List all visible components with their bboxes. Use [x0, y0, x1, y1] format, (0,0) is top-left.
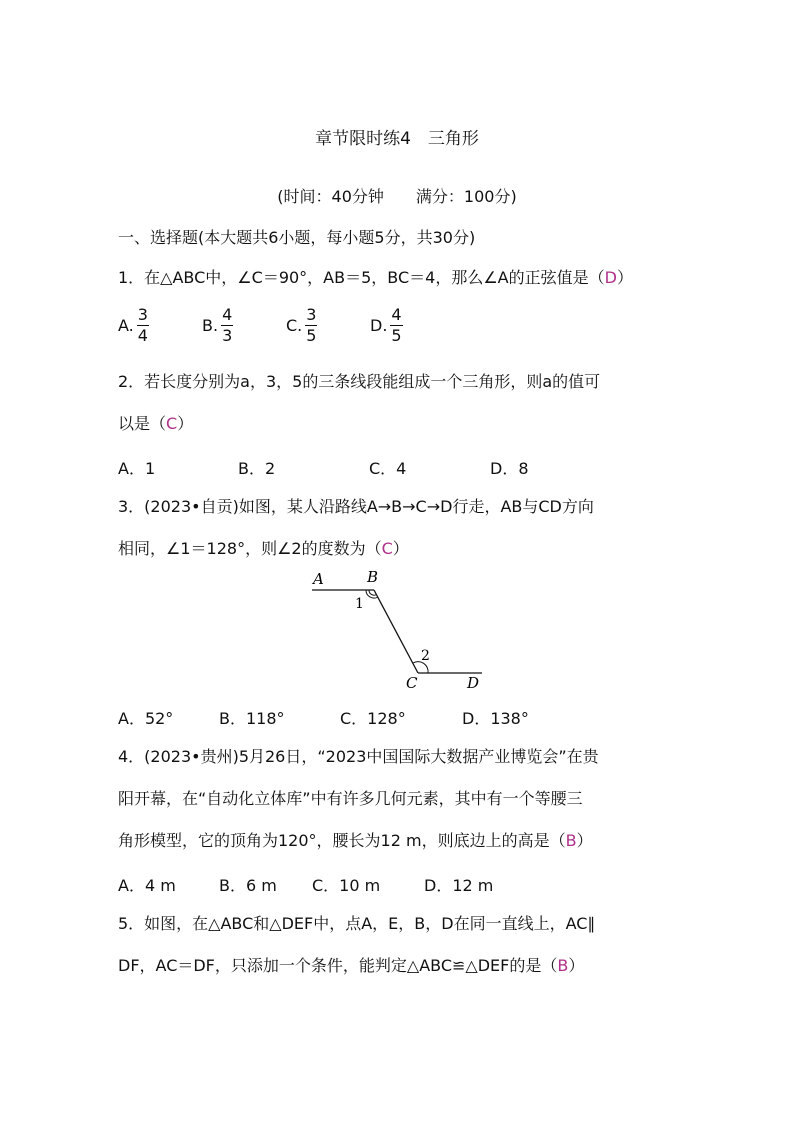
question-3-option-d: D．138° [462, 709, 529, 728]
question-5-line-1: 5．如图，在△ABC和△DEF中，点A，E，B，D在同一直线上，AC∥ [118, 914, 596, 933]
question-1-option-d: D. $\frac{4}{5}$ [370, 305, 402, 345]
question-2-line-1: 2．若长度分别为a，3，5的三条线段能组成一个三角形，则a的值可 [118, 372, 601, 391]
question-2-answer: C [166, 414, 178, 433]
question-2-option-d: D．8 [490, 459, 529, 478]
question-4-option-c: C．10 m [312, 876, 381, 895]
question-4-answer: B [565, 831, 577, 850]
question-3-option-c: C．128° [340, 709, 406, 728]
section-heading: 一、选择题(本大题共6小题，每小题5分，共30分) [118, 228, 476, 247]
question-2-line-2: 以是（C） [118, 414, 194, 433]
question-3-option-a: A．52° [118, 709, 174, 728]
question-1-option-b: B. $\frac{4}{3}$ [202, 305, 233, 345]
question-5-line-2: DF，AC＝DF，只添加一个条件，能判定△ABC≌△DEF的是（B） [118, 956, 585, 975]
label-b: B [367, 568, 379, 586]
question-2-option-b: B．2 [238, 459, 276, 478]
question-1-stem: 1．在△ABC中，∠C＝90°，AB＝5，BC＝4，那么∠A的正弦值是（D） [118, 268, 633, 287]
question-3-option-b: B．118° [219, 709, 285, 728]
question-4-line-3: 角形模型，它的顶角为120°，腰长为12 m，则底边上的高是（B） [118, 831, 593, 850]
segment-bc [374, 590, 418, 673]
page-title: 章节限时练4 三角形 [315, 129, 479, 149]
question-4-option-a: A．4 m [118, 876, 176, 895]
label-d: D [467, 674, 480, 692]
label-1: 1 [355, 596, 364, 612]
question-1-answer: D [604, 268, 617, 287]
question-4-option-d: D．12 m [424, 876, 494, 895]
question-2-option-a: A．1 [118, 459, 156, 478]
question-4-line-1: 4．(2023•贵州)5月26日，“2023中国国际大数据产业博览会”在贵 [118, 747, 599, 766]
question-4-line-2: 阳开幕，在“自动化立体库”中有许多几何元素，其中有一个等腰三 [118, 789, 583, 808]
question-3-figure [300, 566, 500, 696]
question-2-option-c: C．4 [369, 459, 407, 478]
label-2: 2 [421, 648, 430, 664]
exam-meta: (时间：40分钟 满分：100分) [277, 187, 517, 206]
label-a: A [313, 570, 324, 588]
question-1-option-c: C. $\frac{3}{5}$ [286, 305, 317, 345]
label-c: C [406, 674, 418, 692]
question-3-answer: C [381, 539, 393, 558]
question-5-answer: B [557, 956, 569, 975]
question-3-line-2: 相同，∠1＝128°，则∠2的度数为（C） [118, 539, 409, 558]
question-4-option-b: B．6 m [219, 876, 277, 895]
question-3-line-1: 3．(2023•自贡)如图，某人沿路线A→B→C→D行走，AB与CD方向 [118, 497, 594, 516]
question-1-option-a: A. $\frac{3}{4}$ [118, 305, 148, 345]
